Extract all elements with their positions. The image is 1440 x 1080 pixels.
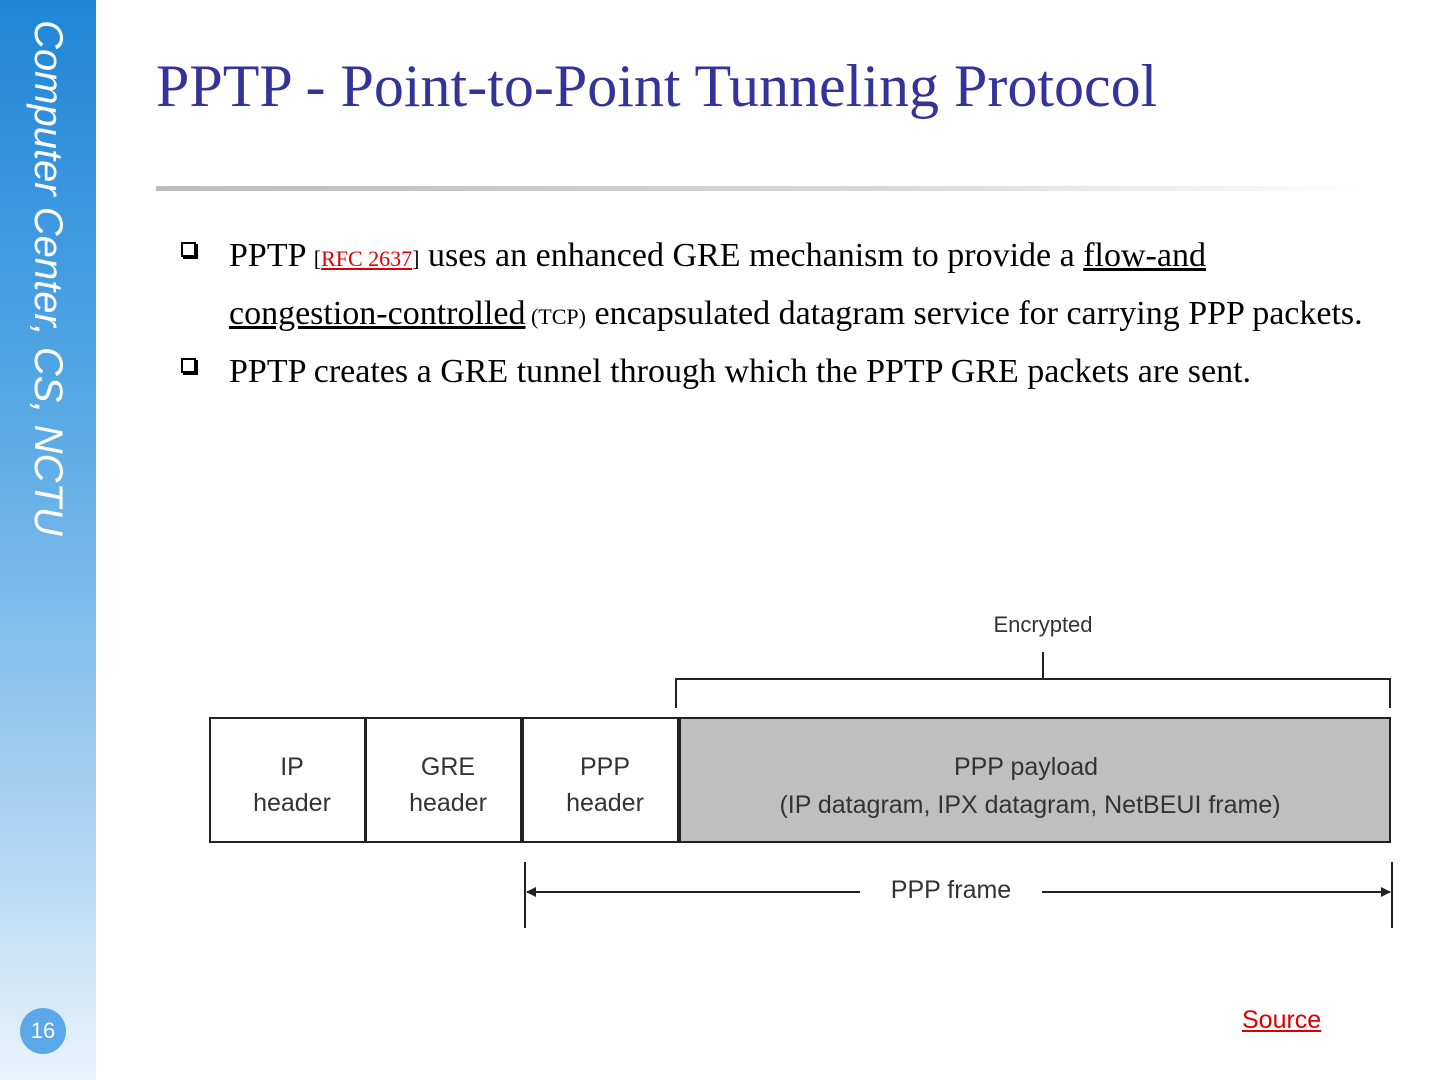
ppp-frame-label: PPP frame [890,876,1012,904]
bullet-list [176,228,1366,399]
pptp-packet-diagram [200,600,1410,940]
ppp-header-label-2: header [566,789,644,817]
title-divider [156,186,1366,191]
ip-header-label-2: header [253,789,331,817]
bullet-2-text: PPTP creates a GRE tunnel through which the PPTP GRE packets are sent. [229,353,1252,390]
ppp-payload-label-1: PPP payload [953,753,1099,781]
sidebar-band [0,0,96,1080]
gre-header-label-2: header [409,789,487,817]
tcp-note: (TCP) [525,304,586,329]
encrypted-bracket [676,679,1390,708]
sidebar-label: Computer Center, CS, NCTU [26,20,70,536]
bullet-1-text-b: uses an enhanced GRE mechanism to provide a [419,237,1084,274]
rfc-bracket-open: [ [313,246,322,271]
ppp-header-label-1: PPP [579,753,631,781]
bullet-item-2 [176,344,1366,399]
source-link[interactable]: Source [1242,1006,1322,1034]
bullet-1-text-a: PPTP [229,237,314,274]
ppp-payload-label-2: (IP datagram, IPX datagram, NetBEUI frame) [779,791,1281,819]
gre-header-label-1: GRE [420,753,476,781]
bullet-1-underlined-text: flow-and congestion-controlled [229,237,1206,332]
checkbox-bullet-icon [181,242,196,257]
rfc-bracket-close: ] [412,246,420,271]
encrypted-label: Encrypted [993,612,1093,637]
rfc-2637-link[interactable]: RFC 2637 [321,246,413,271]
page-number-badge: 16 [20,1008,66,1054]
bullet-item-1 [176,228,1366,344]
ip-header-label-1: IP [280,753,304,781]
slide-title: PPTP - Point-to-Point Tunneling Protocol [156,53,1158,119]
bullet-1-text-c: encapsulated datagram service for carrying PPP packets. [585,295,1363,332]
checkbox-bullet-icon [181,358,196,373]
